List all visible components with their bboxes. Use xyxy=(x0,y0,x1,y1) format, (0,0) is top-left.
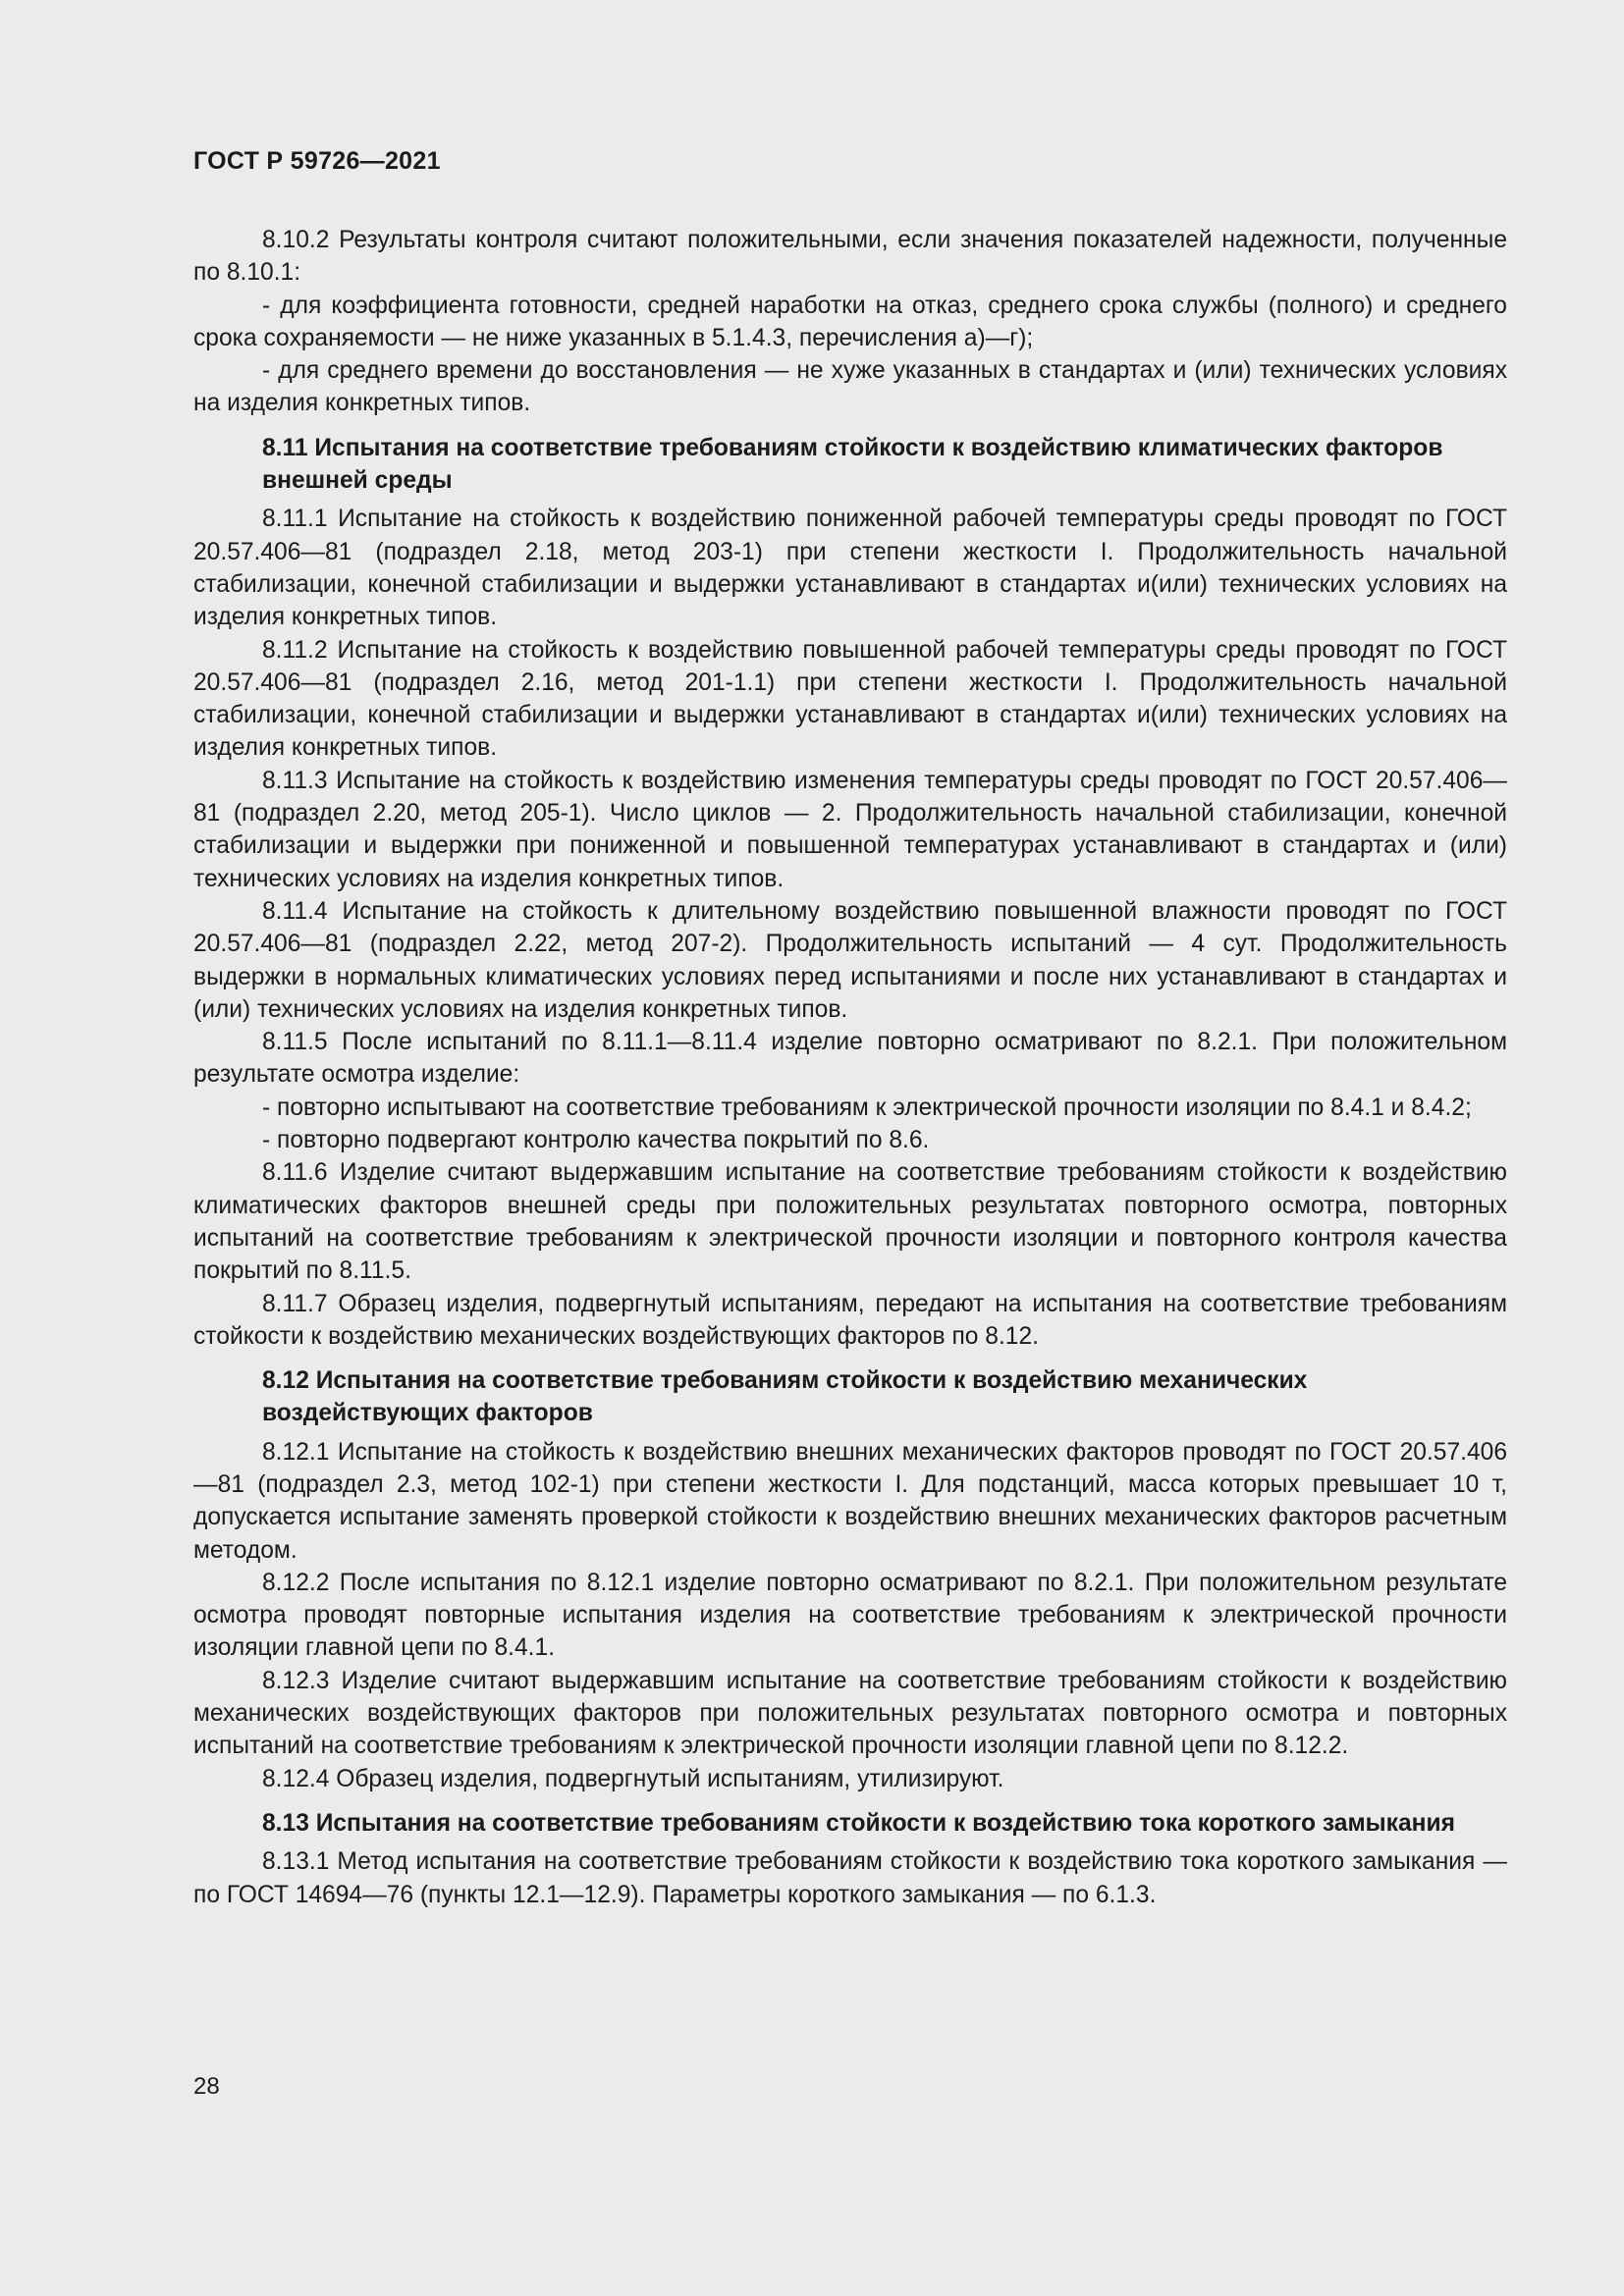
paragraph: 8.13.1 Метод испытания на соответствие требованиям стойкости к воздействию тока короткого замыкания — по ГОСТ 14694—76 (пункты 12.1—12.9). Параметры короткого замыкания — по 6.1.3. xyxy=(193,1848,1507,1908)
paragraph: 8.11.3 Испытание на стойкость к воздействию изменения температуры среды проводят по ГОСТ 20.57.406—81 (подраздел 2.20, метод 205-1). Число циклов — 2. Продолжительность начальной стабилизации, конечной стабилизации и выдержки при пониженной и повышенной температурах устанавливают в стандартах и (или) технических условиях на изделия конкретных типов. xyxy=(193,767,1507,892)
paragraph: 8.11.5 После испытаний по 8.11.1—8.11.4 изделие повторно осматривают по 8.2.1. При положительном результате осмотра изделие: xyxy=(193,1029,1507,1089)
paragraph: 8.12.1 Испытание на стойкость к воздействию внешних механических факторов проводят по ГОСТ 20.57.406—81 (подраздел 2.3, метод 102-1) при степени жесткости I. Для подстанций, масса которых превышает 10 т, допускается испытание заменять проверкой стойкости к воздействию внешних механических факторов расчетным методом. xyxy=(193,1438,1507,1564)
section-heading-8-12: 8.12 Испытания на соответствие требованиям стойкости к воздействию механических воздействующих факторов xyxy=(262,1367,1308,1427)
paragraph: 8.11.1 Испытание на стойкость к воздействию пониженной рабочей температуры среды проводят по ГОСТ 20.57.406—81 (подраздел 2.18, метод 203-1) при степени жесткости I. Продолжительность начальной стабилизации, конечной стабилизации и выдержки устанавливают в стандартах и(или) технических условиях на изделия конкретных типов. xyxy=(193,506,1507,631)
paragraph: 8.11.7 Образец изделия, подвергнутый испытаниям, передают на испытания на соответствие требованиям стойкости к воздействию механических воздействующих факторов по 8.12. xyxy=(193,1290,1507,1350)
list-item: - повторно испытывают на соответствие требованиям к электрической прочности изоляции по 8.4.1 и 8.4.2; xyxy=(262,1094,1472,1121)
document-body xyxy=(193,224,1507,1911)
section-heading-8-13: 8.13 Испытания на соответствие требованиям стойкости к воздействию тока короткого замыкания xyxy=(262,1809,1455,1837)
paragraph: 8.10.2 Результаты контроля считают положительными, если значения показателей надежности, полученные по 8.10.1: xyxy=(193,227,1507,287)
paragraph: 8.11.4 Испытание на стойкость к длительному воздействию повышенной влажности проводят по ГОСТ 20.57.406—81 (подраздел 2.22, метод 207-2). Продолжительность испытаний — 4 сут. Продолжительность выдержки в нормальных климатических условиях перед испытаниями и после них устанавливают в стандартах и (или) технических условиях на изделия конкретных типов. xyxy=(193,897,1507,1023)
page-number: 28 xyxy=(193,2073,220,2100)
document-page xyxy=(193,0,1507,2296)
list-item: - для коэффициента готовности, средней наработки на отказ, среднего срока службы (полного) и среднего срока сохраняемости — не ниже указанных в 5.1.4.3, перечисления а)—г); xyxy=(193,292,1507,351)
paragraph: 8.11.2 Испытание на стойкость к воздействию повышенной рабочей температуры среды проводят по ГОСТ 20.57.406—81 (подраздел 2.16, метод 201-1.1) при степени жесткости I. Продолжительность начальной стабилизации, конечной стабилизации и выдержки устанавливают в стандартах и(или) технических условиях на изделия конкретных типов. xyxy=(193,636,1507,762)
paragraph: 8.11.6 Изделие считают выдержавшим испытание на соответствие требованиям стойкости к воздействию климатических факторов внешней среды при положительных результатах повторного осмотра, повторных испытаний на соответствие требованиям к электрической прочности изоляции и повторного контроля качества покрытий по 8.11.5. xyxy=(193,1159,1507,1285)
paragraph: 8.12.2 После испытания по 8.12.1 изделие повторно осматривают по 8.2.1. При положительном результате осмотра проводят повторные испытания изделия на соответствие требованиям к электрической прочности изоляции главной цепи по 8.4.1. xyxy=(193,1569,1507,1662)
list-item: - повторно подвергают контролю качества покрытий по 8.6. xyxy=(262,1127,930,1154)
section-heading-8-11: 8.11 Испытания на соответствие требованиям стойкости к воздействию климатических факторов внешней среды xyxy=(262,434,1443,495)
document-header-title: ГОСТ Р 59726—2021 xyxy=(193,147,441,175)
list-item: - для среднего времени до восстановления — не хуже указанных в стандартах и (или) технических условиях на изделия конкретных типов. xyxy=(193,357,1507,417)
paragraph: 8.12.4 Образец изделия, подвергнутый испытаниям, утилизируют. xyxy=(262,1765,1004,1792)
paragraph: 8.12.3 Изделие считают выдержавшим испытание на соответствие требованиям стойкости к воздействию механических воздействующих факторов при положительных результатах повторного осмотра и повторных испытаний на соответствие требованиям к электрической прочности изоляции главной цепи по 8.12.2. xyxy=(193,1667,1507,1760)
